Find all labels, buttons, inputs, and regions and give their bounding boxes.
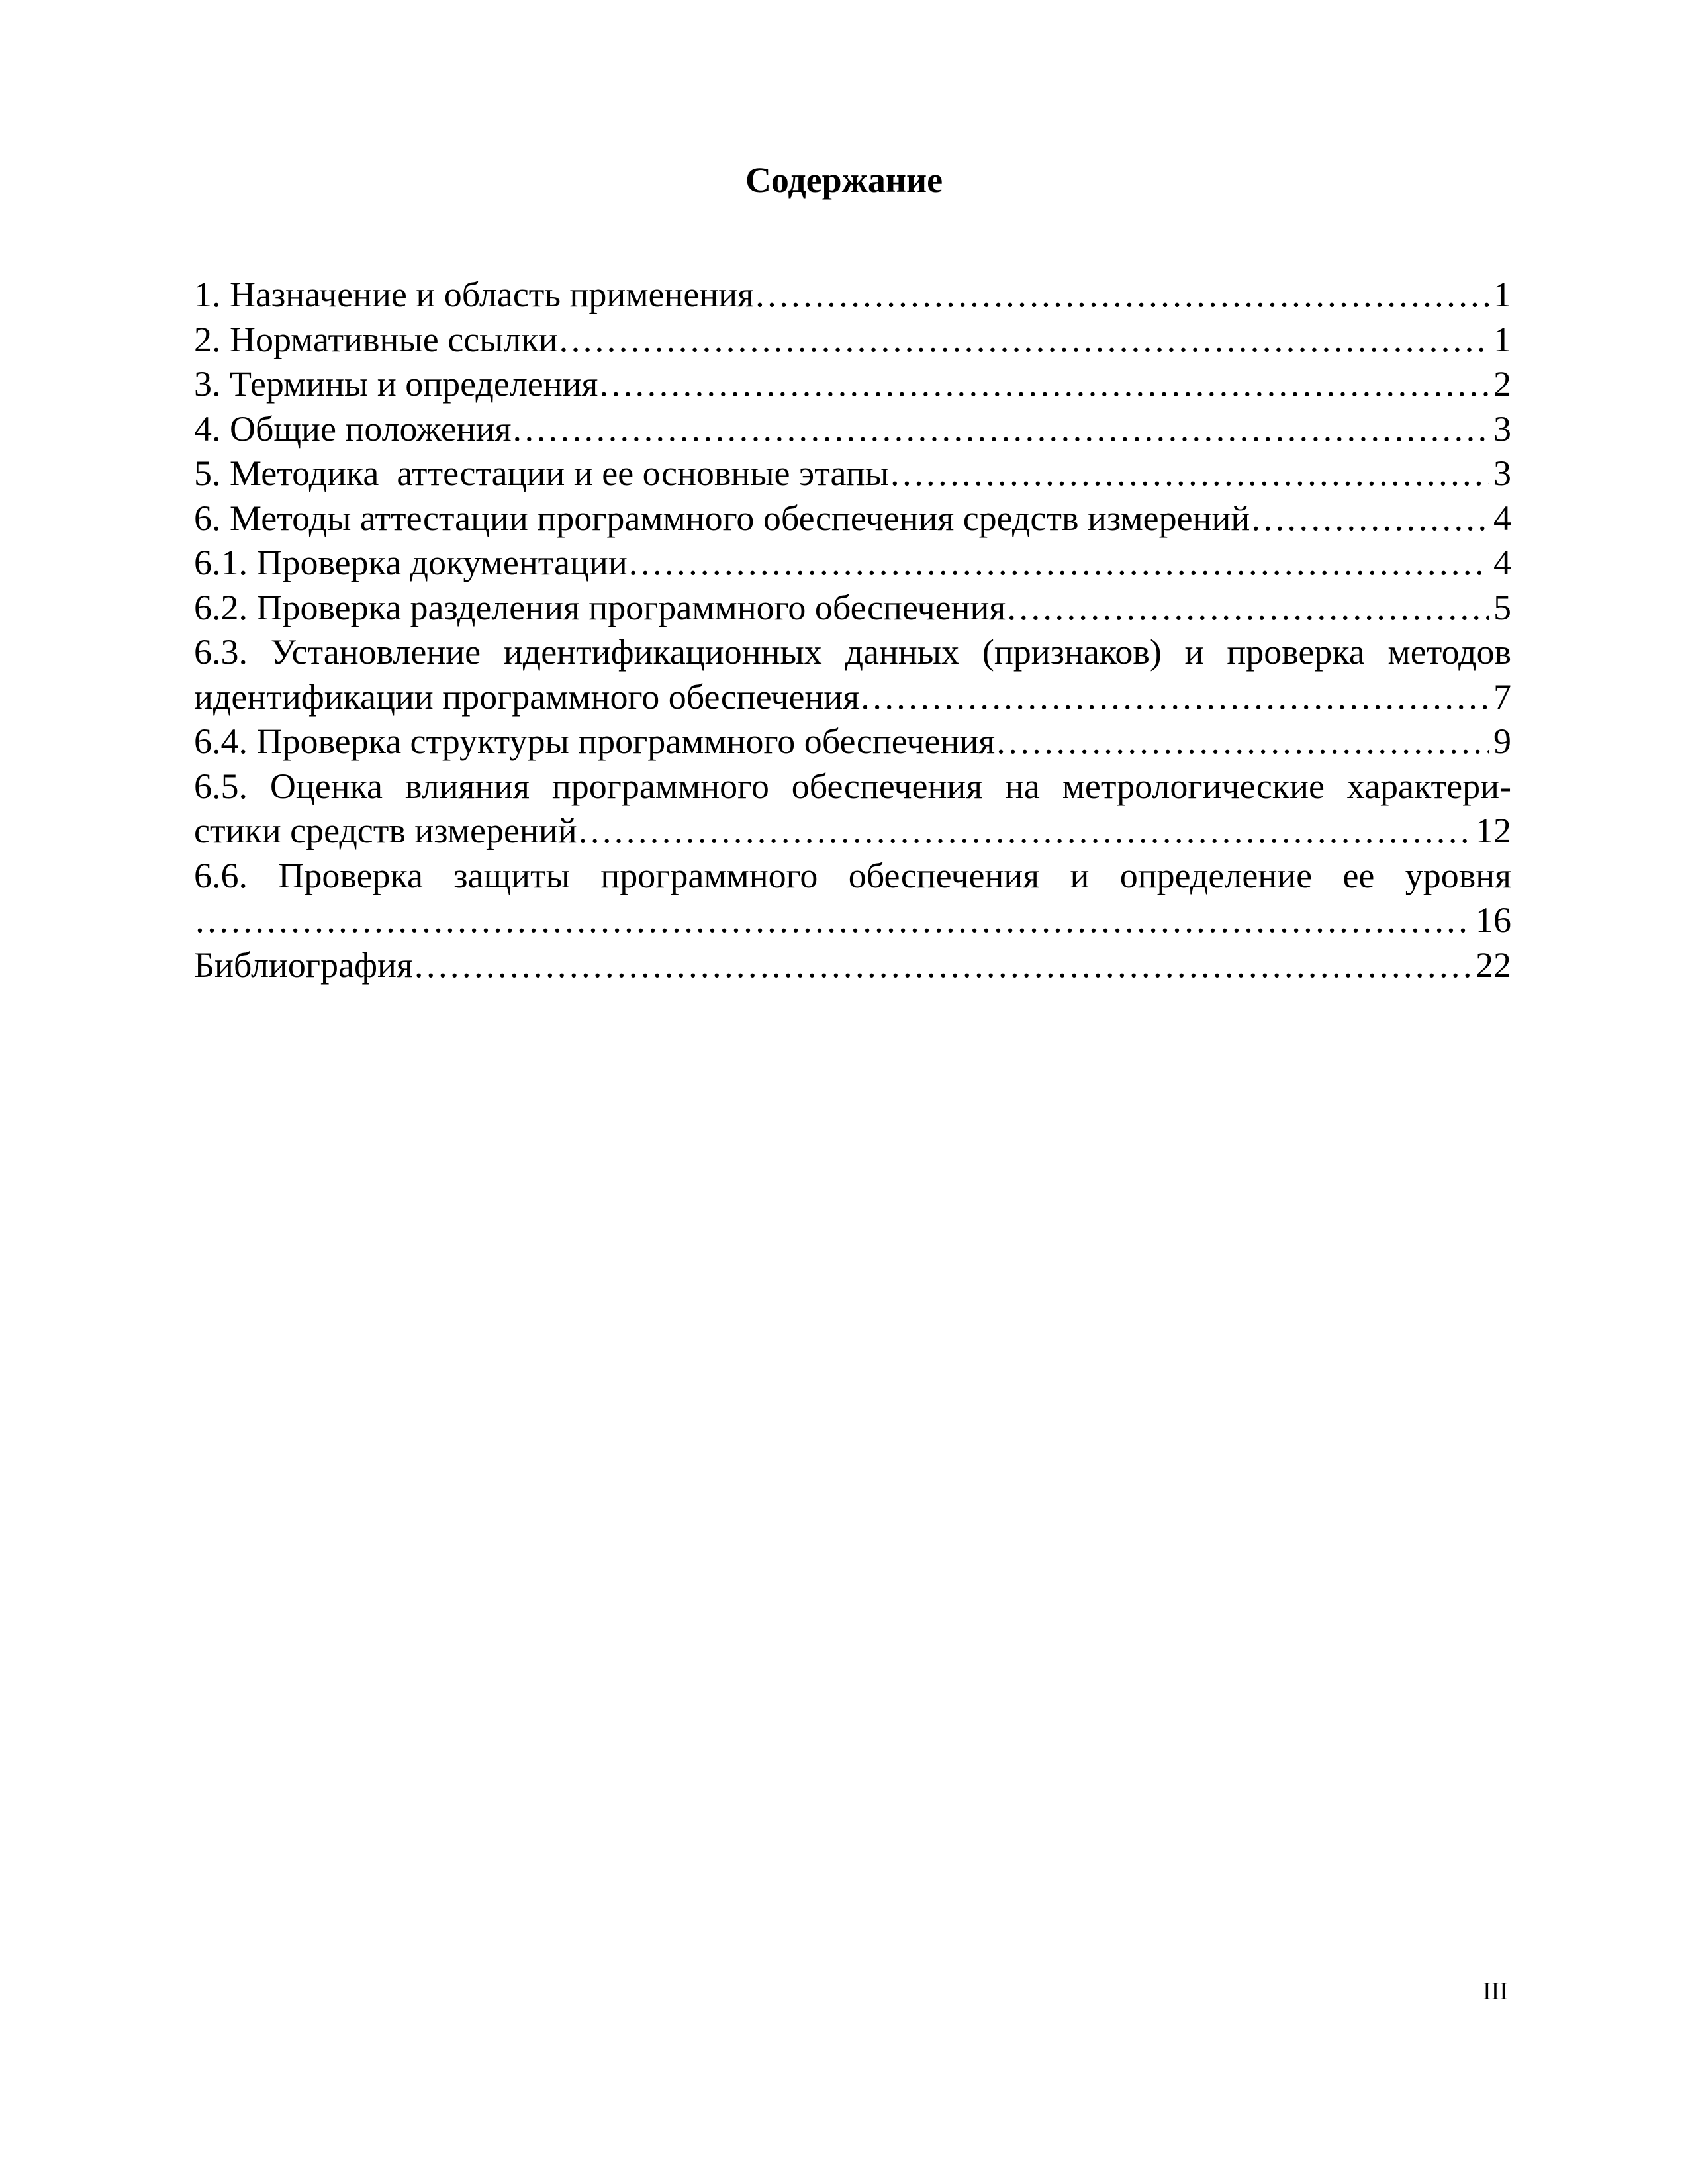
- toc-entry[interactable]: [194, 362, 1511, 407]
- dot-leader: [889, 451, 1489, 496]
- toc-entry[interactable]: [194, 630, 1511, 719]
- toc-entry-title: 2. Нормативные ссылки: [194, 319, 558, 359]
- toc-entry[interactable]: [194, 541, 1511, 586]
- toc-entry-title: 3. Термины и определения: [194, 364, 598, 404]
- toc-entry-title-line2: идентификации программного обеспечения: [194, 676, 860, 717]
- toc-entry[interactable]: [194, 764, 1511, 854]
- toc-entry-title: 1. Назначение и область применения: [194, 275, 754, 314]
- dot-leader: [628, 541, 1489, 586]
- toc-entry-title: 4. Общие положения: [194, 408, 512, 449]
- toc-entry-title: 6.2. Проверка разделения программного обеспечения: [194, 587, 1006, 627]
- toc-entry-last-line: [194, 809, 1511, 854]
- toc-entry-page: 22: [1476, 944, 1511, 985]
- toc-list: [194, 273, 1511, 987]
- toc-entry-title: 6.1. Проверка документации: [194, 543, 628, 582]
- toc-heading: Содержание: [745, 160, 943, 200]
- toc-entry-page: 4: [1493, 543, 1511, 582]
- toc-entry-title: 6.4. Проверка структуры программного обеспечения: [194, 721, 996, 761]
- toc-entry-page: 4: [1493, 498, 1511, 538]
- toc-entry-last-line: [194, 898, 1511, 943]
- dot-leader: [558, 318, 1490, 363]
- toc-entry[interactable]: [194, 496, 1511, 541]
- dot-leader: [859, 675, 1489, 720]
- dot-leader: [577, 809, 1472, 854]
- toc-entry-title-line2: стики средств измерений: [194, 811, 577, 850]
- dot-leader: [598, 362, 1489, 407]
- toc-entry-title: 6. Методы аттестации программного обеспечения средств измерений: [194, 498, 1250, 538]
- toc-entry-last-line: [194, 675, 1511, 720]
- toc-entry-title-line1: 6.3. Установление идентификационных данных (признаков) и проверка методов: [194, 632, 1511, 672]
- toc-entry-page: 1: [1493, 319, 1511, 359]
- toc-entry-page: 9: [1493, 721, 1511, 761]
- toc-entry-page: 3: [1493, 408, 1511, 449]
- toc-entry[interactable]: [194, 451, 1511, 496]
- toc-entry-page: 2: [1493, 364, 1511, 404]
- toc-entry-page: 1: [1493, 275, 1511, 314]
- toc-entry-page: 16: [1476, 900, 1511, 940]
- toc-entry[interactable]: [194, 273, 1511, 318]
- toc-entry[interactable]: [194, 943, 1511, 988]
- toc-entry-page: 12: [1476, 811, 1511, 850]
- toc-entry-page: 5: [1493, 587, 1511, 627]
- toc-entry[interactable]: [194, 586, 1511, 631]
- page-number: III: [1483, 1978, 1508, 2005]
- toc-entry-page: 3: [1493, 453, 1511, 493]
- toc-entry[interactable]: [194, 854, 1511, 943]
- toc-entry[interactable]: [194, 407, 1511, 452]
- toc-entry[interactable]: [194, 719, 1511, 764]
- dot-leader: [1006, 586, 1489, 631]
- toc-entry[interactable]: [194, 318, 1511, 363]
- dot-leader: [1250, 496, 1489, 541]
- dot-leader: [511, 407, 1489, 452]
- toc-entry-title: 5. Методика аттестации и ее основные этапы: [194, 453, 889, 493]
- toc-entry-title-line1: 6.5. Оценка влияния программного обеспечения на метрологические характери-: [194, 766, 1511, 806]
- dot-leader: [194, 898, 1472, 943]
- toc-entry-title: Библиография: [194, 944, 413, 985]
- dot-leader: [413, 943, 1472, 988]
- dot-leader: [995, 719, 1489, 764]
- dot-leader: [754, 273, 1489, 318]
- toc-entry-page: 7: [1493, 676, 1511, 717]
- toc-entry-title-line1: 6.6. Проверка защиты программного обеспечения и определение ее уровня: [194, 855, 1511, 895]
